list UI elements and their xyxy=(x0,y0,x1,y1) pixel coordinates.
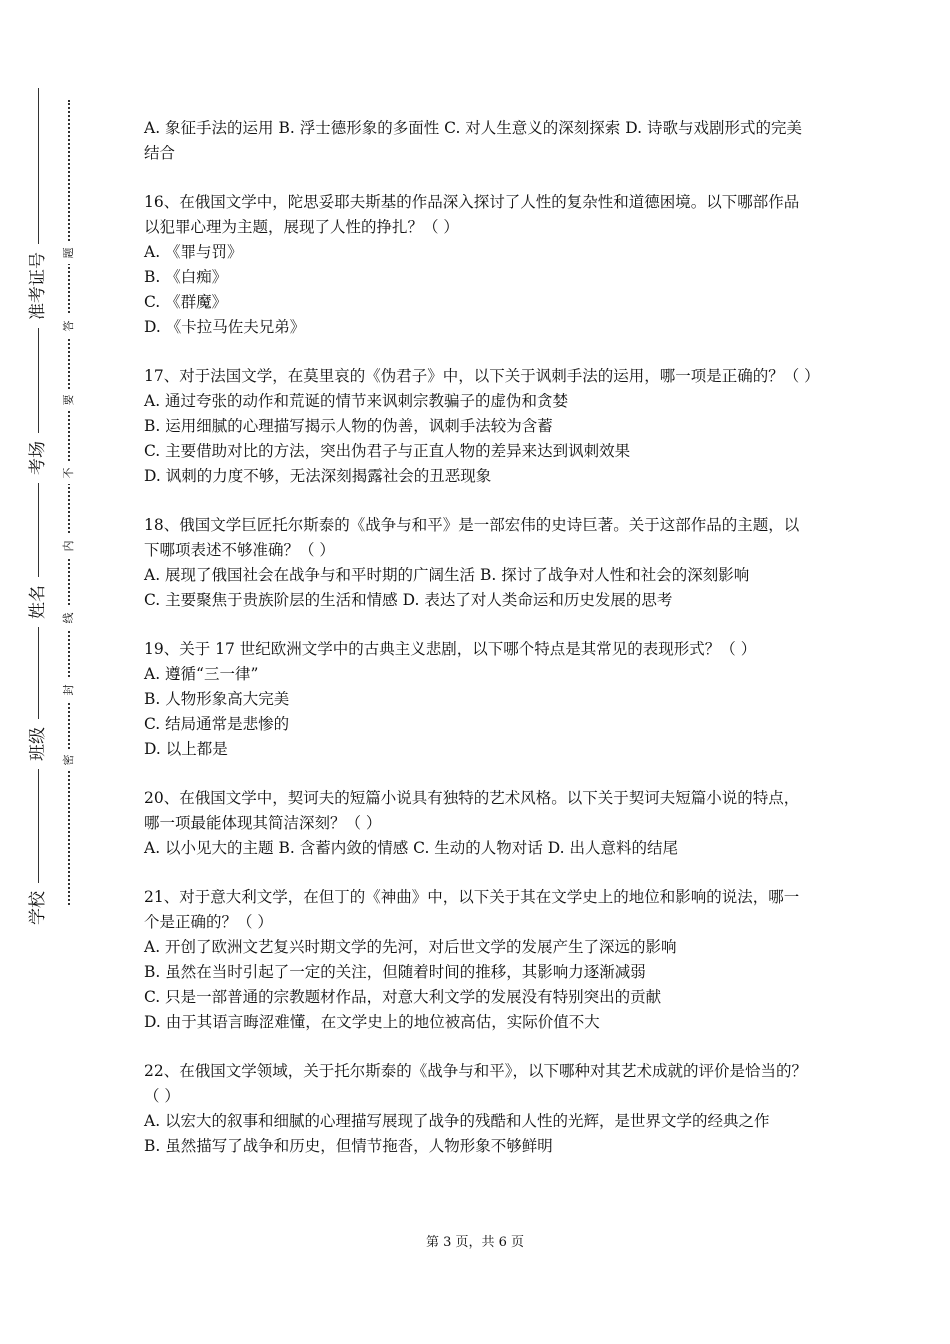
question-stem: 19、关于 17 世纪欧洲文学中的古典主义悲剧，以下哪个特点是其常见的表现形式？（ ） xyxy=(144,640,757,658)
option-d: D. 由于其语言晦涩难懂，在文学史上的地位被高估，实际价值不大 xyxy=(144,1013,600,1031)
name-label: 姓名 xyxy=(20,577,56,627)
option-b: B. 运用细腻的心理描写揭示人物的伪善，讽刺手法较为含蓄 xyxy=(144,417,553,435)
seal-char: 封 xyxy=(61,679,77,701)
option-b: B. 《白痴》 xyxy=(144,268,228,286)
option-c: C. 结局通常是悲惨的 xyxy=(144,715,290,733)
options-inline: A. 以小见大的主题 B. 含蓄内敛的情感 C. 生动的人物对话 D. 出人意料的结尾 xyxy=(144,839,678,857)
option-a: A. 《罪与罚》 xyxy=(144,243,243,261)
question-stem: 16、在俄国文学中，陀思妥耶夫斯基的作品深入探讨了人性的复杂性和道德困境。以下哪部作品以犯罪心理为主题，展现了人性的挣扎？（ ） xyxy=(144,193,800,236)
question-17 xyxy=(144,364,820,489)
question-stem: 17、对于法国文学，在莫里哀的《伪君子》中，以下关于讽刺手法的运用，哪一项是正确的？（ ） xyxy=(144,367,820,385)
option-a: A. 开创了欧洲文艺复兴时期文学的先河，对后世文学的发展产生了深远的影响 xyxy=(144,938,677,956)
option-b: B. 人物形象高大完美 xyxy=(144,690,290,708)
page-footer: 第 3 页，共 6 页 xyxy=(425,1235,525,1250)
option-a: A. 以宏大的叙事和细腻的心理描写展现了战争的残酷和人性的光辉，是世界文学的经典之作 xyxy=(144,1112,770,1130)
question-20 xyxy=(144,786,814,861)
seal-char: 内 xyxy=(61,535,77,557)
exam-room-label: 考场 xyxy=(20,433,56,483)
seal-char: 答 xyxy=(61,315,77,337)
exam-number-label: 准考证号 xyxy=(20,244,56,328)
question-stem: 18、俄国文学巨匠托尔斯泰的《战争与和平》是一部宏伟的史诗巨著。关于这部作品的主题，以下哪项表述不够准确？（ ） xyxy=(144,516,800,559)
question-15-options: A. 象征手法的运用 B. 浮士德形象的多面性 C. 对人生意义的深刻探索 D. 诗歌与戏剧形式的完美结合 xyxy=(144,119,802,162)
question-18 xyxy=(144,513,814,613)
option-d: D. 《卡拉马佐夫兄弟》 xyxy=(144,318,306,336)
binding-line xyxy=(38,88,39,928)
question-19 xyxy=(144,637,814,762)
option-a: A. 遵循“三一律” xyxy=(144,665,259,683)
seal-dotted-line xyxy=(68,100,70,905)
question-content xyxy=(144,116,820,1183)
question-15-continuation xyxy=(144,116,814,166)
seal-char: 线 xyxy=(61,607,77,629)
question-stem: 22、在俄国文学领域，关于托尔斯泰的《战争与和平》，以下哪种对其艺术成就的评价是恰当的？（ ） xyxy=(144,1062,807,1105)
question-stem: 21、对于意大利文学，在但丁的《神曲》中，以下关于其在文学史上的地位和影响的说法，哪一个是正确的？（ ） xyxy=(144,888,800,931)
question-stem: 20、在俄国文学中，契诃夫的短篇小说具有独特的艺术风格。以下关于契诃夫短篇小说的特点，哪一项最能体现其简洁深刻？（ ） xyxy=(144,789,800,832)
option-b: B. 虽然在当时引起了一定的关注，但随着时间的推移，其影响力逐渐减弱 xyxy=(144,963,646,981)
option-c: C. 主要借助对比的方法，突出伪君子与正直人物的差异来达到讽刺效果 xyxy=(144,442,631,460)
seal-char: 不 xyxy=(61,462,77,484)
seal-char: 密 xyxy=(61,749,77,771)
option-a: A. 通过夸张的动作和荒诞的情节来讽刺宗教骗子的虚伪和贪婪 xyxy=(144,392,569,410)
question-16 xyxy=(144,190,814,340)
option-d: D. 以上都是 xyxy=(144,740,228,758)
question-21 xyxy=(144,885,814,1035)
option-b: B. 虽然描写了战争和历史，但情节拖沓，人物形象不够鲜明 xyxy=(144,1137,553,1155)
options-ab: A. 展现了俄国社会在战争与和平时期的广阔生活 B. 探讨了战争对人性和社会的深刻影响 xyxy=(144,566,750,584)
seal-char: 题 xyxy=(61,242,77,264)
class-label: 班级 xyxy=(20,719,56,769)
options-cd: C. 主要聚焦于贵族阶层的生活和情感 D. 表达了对人类命运和历史发展的思考 xyxy=(144,591,673,609)
school-label: 学校 xyxy=(20,883,56,933)
option-c: C. 只是一部普通的宗教题材作品，对意大利文学的发展没有特别突出的贡献 xyxy=(144,988,662,1006)
seal-char: 要 xyxy=(61,389,77,411)
question-22 xyxy=(144,1059,814,1159)
option-d: D. 讽刺的力度不够，无法深刻揭露社会的丑恶现象 xyxy=(144,467,492,485)
option-c: C. 《群魔》 xyxy=(144,293,228,311)
